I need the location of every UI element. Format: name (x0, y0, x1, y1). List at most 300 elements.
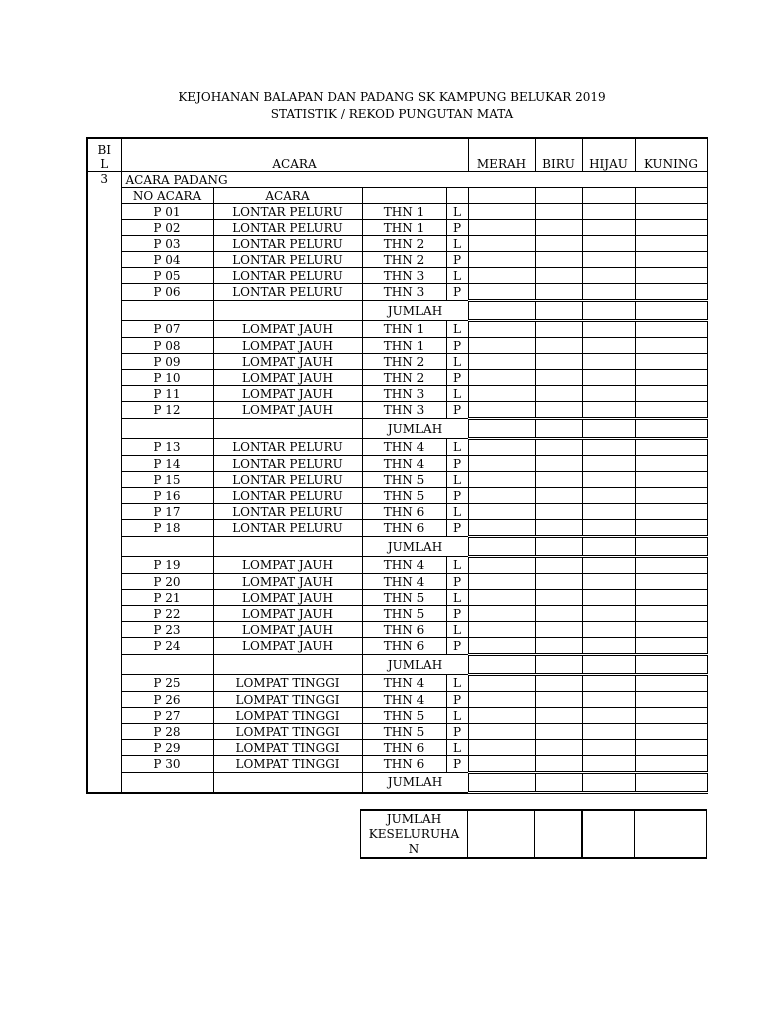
event-number: P 10 (121, 370, 213, 386)
score-biru (535, 724, 582, 740)
event-year: THN 5 (362, 708, 446, 724)
event-row (87, 252, 707, 268)
subtotal-biru (535, 419, 582, 439)
event-number: P 01 (121, 204, 213, 220)
subtotal-blank (213, 419, 362, 439)
subtotal-row (87, 655, 707, 675)
score-hijau (582, 321, 635, 338)
event-row (87, 456, 707, 472)
score-kuning (635, 402, 707, 419)
subtotal-blank (213, 301, 362, 321)
event-gender: P (446, 692, 468, 708)
event-year: THN 2 (362, 354, 446, 370)
score-merah (468, 456, 535, 472)
score-merah (468, 606, 535, 622)
event-number: P 22 (121, 606, 213, 622)
score-biru (535, 472, 582, 488)
section-row (87, 172, 707, 188)
score-hijau (582, 557, 635, 574)
event-year: THN 6 (362, 638, 446, 655)
event-name: LOMPAT TINGGI (213, 756, 362, 773)
event-name: LONTAR PELURU (213, 472, 362, 488)
event-name: LOMPAT TINGGI (213, 708, 362, 724)
subtotal-biru (535, 301, 582, 321)
event-gender: L (446, 708, 468, 724)
event-number: P 18 (121, 520, 213, 537)
subtotal-biru (535, 773, 582, 793)
event-row (87, 204, 707, 220)
event-number: P 03 (121, 236, 213, 252)
event-number: P 04 (121, 252, 213, 268)
subtotal-label: JUMLAH (362, 773, 468, 793)
event-year: THN 4 (362, 574, 446, 590)
score-kuning (635, 220, 707, 236)
event-number: P 29 (121, 740, 213, 756)
event-year: THN 4 (362, 557, 446, 574)
event-row (87, 590, 707, 606)
event-number: P 06 (121, 284, 213, 301)
grand-total-kuning (635, 810, 707, 858)
event-name: LONTAR PELURU (213, 284, 362, 301)
header-biru: BIRU (535, 138, 582, 172)
event-name: LOMPAT TINGGI (213, 692, 362, 708)
score-merah (468, 724, 535, 740)
event-year: THN 6 (362, 756, 446, 773)
event-name: LOMPAT TINGGI (213, 740, 362, 756)
event-number: P 25 (121, 675, 213, 692)
subheader-blank (582, 188, 635, 204)
event-year: THN 5 (362, 488, 446, 504)
score-merah (468, 252, 535, 268)
event-row (87, 692, 707, 708)
score-merah (468, 692, 535, 708)
score-merah (468, 268, 535, 284)
event-number: P 26 (121, 692, 213, 708)
subtotal-blank (121, 301, 213, 321)
grand-total-biru (535, 810, 582, 858)
subtotal-hijau (582, 419, 635, 439)
score-merah (468, 236, 535, 252)
event-gender: P (446, 252, 468, 268)
subheader-blank (535, 188, 582, 204)
score-merah (468, 504, 535, 520)
score-kuning (635, 692, 707, 708)
score-hijau (582, 756, 635, 773)
score-kuning (635, 740, 707, 756)
event-number: P 16 (121, 488, 213, 504)
score-merah (468, 338, 535, 354)
event-gender: P (446, 638, 468, 655)
score-merah (468, 756, 535, 773)
event-gender: L (446, 386, 468, 402)
event-number: P 11 (121, 386, 213, 402)
subtotal-hijau (582, 537, 635, 557)
score-biru (535, 638, 582, 655)
header-bil (87, 138, 121, 172)
subtotal-blank (213, 537, 362, 557)
score-merah (468, 386, 535, 402)
score-kuning (635, 557, 707, 574)
event-year: THN 5 (362, 472, 446, 488)
event-row (87, 268, 707, 284)
header-merah: MERAH (468, 138, 535, 172)
event-gender: P (446, 606, 468, 622)
score-merah (468, 321, 535, 338)
score-biru (535, 402, 582, 419)
subtotal-merah (468, 301, 535, 321)
subtotal-label: JUMLAH (362, 419, 468, 439)
grand-total-table (360, 809, 707, 859)
score-kuning (635, 354, 707, 370)
event-number: P 08 (121, 338, 213, 354)
event-row (87, 504, 707, 520)
event-number: P 27 (121, 708, 213, 724)
event-year: THN 1 (362, 204, 446, 220)
event-gender: L (446, 675, 468, 692)
subtotal-label: JUMLAH (362, 655, 468, 675)
grand-total-merah (468, 810, 535, 858)
score-biru (535, 520, 582, 537)
event-year: THN 4 (362, 692, 446, 708)
subheader-blank (362, 188, 446, 204)
event-number: P 20 (121, 574, 213, 590)
score-kuning (635, 675, 707, 692)
event-name: LOMPAT JAUH (213, 321, 362, 338)
score-hijau (582, 439, 635, 456)
score-hijau (582, 236, 635, 252)
score-hijau (582, 370, 635, 386)
subtotal-row (87, 773, 707, 793)
score-biru (535, 284, 582, 301)
header-acara: ACARA (121, 138, 468, 172)
subtotal-label: JUMLAH (362, 301, 468, 321)
event-year: THN 1 (362, 338, 446, 354)
event-name: LOMPAT JAUH (213, 590, 362, 606)
score-biru (535, 488, 582, 504)
event-name: LOMPAT TINGGI (213, 724, 362, 740)
event-row (87, 284, 707, 301)
score-kuning (635, 338, 707, 354)
score-hijau (582, 284, 635, 301)
subheader-no-acara: NO ACARA (121, 188, 213, 204)
score-kuning (635, 321, 707, 338)
event-name: LOMPAT JAUH (213, 354, 362, 370)
score-merah (468, 370, 535, 386)
subtotal-biru (535, 537, 582, 557)
event-number: P 28 (121, 724, 213, 740)
score-hijau (582, 638, 635, 655)
event-name: LONTAR PELURU (213, 204, 362, 220)
event-row (87, 606, 707, 622)
score-hijau (582, 220, 635, 236)
event-year: THN 2 (362, 370, 446, 386)
subheader-row (87, 188, 707, 204)
score-merah (468, 590, 535, 606)
event-row (87, 472, 707, 488)
document-subtitle: STATISTIK / REKOD PUNGUTAN MATA (270, 107, 514, 121)
points-table (86, 137, 708, 794)
event-row (87, 708, 707, 724)
header-row (87, 138, 707, 172)
event-name: LONTAR PELURU (213, 456, 362, 472)
score-hijau (582, 740, 635, 756)
subtotal-row (87, 419, 707, 439)
event-row (87, 439, 707, 456)
score-kuning (635, 724, 707, 740)
score-hijau (582, 724, 635, 740)
score-biru (535, 708, 582, 724)
event-row (87, 370, 707, 386)
subtotal-hijau (582, 655, 635, 675)
event-row (87, 622, 707, 638)
subtotal-hijau (582, 301, 635, 321)
score-kuning (635, 252, 707, 268)
score-hijau (582, 590, 635, 606)
event-gender: P (446, 284, 468, 301)
event-year: THN 3 (362, 268, 446, 284)
score-kuning (635, 439, 707, 456)
event-row (87, 756, 707, 773)
score-merah (468, 220, 535, 236)
score-hijau (582, 268, 635, 284)
score-merah (468, 402, 535, 419)
event-name: LOMPAT JAUH (213, 386, 362, 402)
score-merah (468, 520, 535, 537)
score-biru (535, 252, 582, 268)
event-year: THN 5 (362, 590, 446, 606)
score-kuning (635, 590, 707, 606)
event-name: LONTAR PELURU (213, 504, 362, 520)
score-merah (468, 284, 535, 301)
score-biru (535, 740, 582, 756)
subtotal-kuning (635, 301, 707, 321)
event-name: LOMPAT JAUH (213, 638, 362, 655)
score-kuning (635, 708, 707, 724)
score-kuning (635, 204, 707, 220)
score-merah (468, 675, 535, 692)
event-name: LOMPAT JAUH (213, 402, 362, 419)
event-name: LOMPAT JAUH (213, 622, 362, 638)
event-gender: P (446, 488, 468, 504)
subtotal-blank (121, 773, 213, 793)
event-gender: P (446, 574, 468, 590)
event-year: THN 6 (362, 622, 446, 638)
event-year: THN 1 (362, 321, 446, 338)
event-number: P 15 (121, 472, 213, 488)
score-hijau (582, 488, 635, 504)
score-kuning (635, 606, 707, 622)
event-number: P 02 (121, 220, 213, 236)
score-biru (535, 557, 582, 574)
event-row (87, 740, 707, 756)
score-biru (535, 504, 582, 520)
score-merah (468, 638, 535, 655)
event-year: THN 2 (362, 236, 446, 252)
event-number: P 24 (121, 638, 213, 655)
event-number: P 19 (121, 557, 213, 574)
document-title: KEJOHANAN BALAPAN DAN PADANG SK KAMPUNG BELUKAR 2019 (178, 90, 606, 104)
grand-total-line1: JUMLAH (386, 811, 442, 826)
grand-total-line3: N (408, 841, 420, 856)
header-bil-line1: BI (97, 143, 112, 157)
event-number: P 09 (121, 354, 213, 370)
score-kuning (635, 622, 707, 638)
score-biru (535, 574, 582, 590)
event-gender: L (446, 321, 468, 338)
score-kuning (635, 268, 707, 284)
event-row (87, 220, 707, 236)
subtotal-kuning (635, 773, 707, 793)
score-kuning (635, 504, 707, 520)
subtotal-label: JUMLAH (362, 537, 468, 557)
event-name: LONTAR PELURU (213, 520, 362, 537)
score-merah (468, 740, 535, 756)
event-year: THN 6 (362, 740, 446, 756)
event-number: P 07 (121, 321, 213, 338)
event-name: LOMPAT JAUH (213, 370, 362, 386)
event-number: P 21 (121, 590, 213, 606)
event-name: LONTAR PELURU (213, 488, 362, 504)
score-biru (535, 338, 582, 354)
score-kuning (635, 638, 707, 655)
subtotal-biru (535, 655, 582, 675)
header-hijau: HIJAU (582, 138, 635, 172)
grand-total-hijau (582, 810, 635, 858)
event-number: P 17 (121, 504, 213, 520)
event-year: THN 3 (362, 386, 446, 402)
subheader-blank (446, 188, 468, 204)
score-biru (535, 456, 582, 472)
score-hijau (582, 338, 635, 354)
score-biru (535, 756, 582, 773)
event-row (87, 675, 707, 692)
score-hijau (582, 574, 635, 590)
score-biru (535, 590, 582, 606)
event-row (87, 236, 707, 252)
grand-total-label (361, 810, 468, 858)
subheader-acara: ACARA (213, 188, 362, 204)
subtotal-kuning (635, 419, 707, 439)
event-year: THN 5 (362, 606, 446, 622)
event-name: LONTAR PELURU (213, 220, 362, 236)
event-gender: L (446, 472, 468, 488)
event-gender: L (446, 557, 468, 574)
event-year: THN 3 (362, 284, 446, 301)
score-kuning (635, 472, 707, 488)
event-name: LOMPAT JAUH (213, 557, 362, 574)
event-year: THN 4 (362, 439, 446, 456)
score-kuning (635, 756, 707, 773)
event-number: P 30 (121, 756, 213, 773)
subtotal-blank (213, 655, 362, 675)
score-biru (535, 220, 582, 236)
event-number: P 12 (121, 402, 213, 419)
event-name: LOMPAT JAUH (213, 574, 362, 590)
score-hijau (582, 402, 635, 419)
subtotal-merah (468, 419, 535, 439)
score-biru (535, 236, 582, 252)
score-hijau (582, 504, 635, 520)
header-bil-line2: L (100, 157, 109, 171)
score-biru (535, 321, 582, 338)
event-year: THN 2 (362, 252, 446, 268)
score-hijau (582, 472, 635, 488)
event-gender: L (446, 268, 468, 284)
event-year: THN 6 (362, 520, 446, 537)
score-merah (468, 354, 535, 370)
subtotal-hijau (582, 773, 635, 793)
score-merah (468, 622, 535, 638)
score-hijau (582, 606, 635, 622)
score-biru (535, 606, 582, 622)
bil-number: 3 (87, 172, 121, 793)
event-number: P 05 (121, 268, 213, 284)
event-gender: L (446, 504, 468, 520)
subtotal-kuning (635, 655, 707, 675)
event-number: P 14 (121, 456, 213, 472)
event-gender: L (446, 236, 468, 252)
score-kuning (635, 370, 707, 386)
score-kuning (635, 520, 707, 537)
score-hijau (582, 354, 635, 370)
event-gender: P (446, 456, 468, 472)
event-row (87, 488, 707, 504)
event-gender: P (446, 338, 468, 354)
event-gender: L (446, 439, 468, 456)
event-year: THN 3 (362, 402, 446, 419)
event-year: THN 5 (362, 724, 446, 740)
event-year: THN 1 (362, 220, 446, 236)
subtotal-merah (468, 773, 535, 793)
subtotal-blank (121, 655, 213, 675)
event-name: LOMPAT TINGGI (213, 675, 362, 692)
event-row (87, 402, 707, 419)
event-name: LOMPAT JAUH (213, 338, 362, 354)
score-biru (535, 268, 582, 284)
score-merah (468, 488, 535, 504)
score-kuning (635, 574, 707, 590)
event-row (87, 386, 707, 402)
event-name: LONTAR PELURU (213, 252, 362, 268)
event-gender: L (446, 204, 468, 220)
event-gender: L (446, 622, 468, 638)
event-gender: L (446, 740, 468, 756)
score-hijau (582, 252, 635, 268)
score-merah (468, 439, 535, 456)
event-gender: L (446, 590, 468, 606)
event-number: P 23 (121, 622, 213, 638)
score-biru (535, 692, 582, 708)
score-merah (468, 472, 535, 488)
score-kuning (635, 456, 707, 472)
score-hijau (582, 456, 635, 472)
event-row (87, 638, 707, 655)
event-gender: P (446, 402, 468, 419)
header-kuning: KUNING (635, 138, 707, 172)
event-row (87, 338, 707, 354)
score-kuning (635, 488, 707, 504)
subtotal-row (87, 301, 707, 321)
score-kuning (635, 236, 707, 252)
score-biru (535, 204, 582, 220)
event-gender: L (446, 354, 468, 370)
event-year: THN 4 (362, 456, 446, 472)
event-gender: P (446, 520, 468, 537)
subheader-blank (468, 188, 535, 204)
score-merah (468, 204, 535, 220)
event-gender: P (446, 724, 468, 740)
subtotal-row (87, 537, 707, 557)
